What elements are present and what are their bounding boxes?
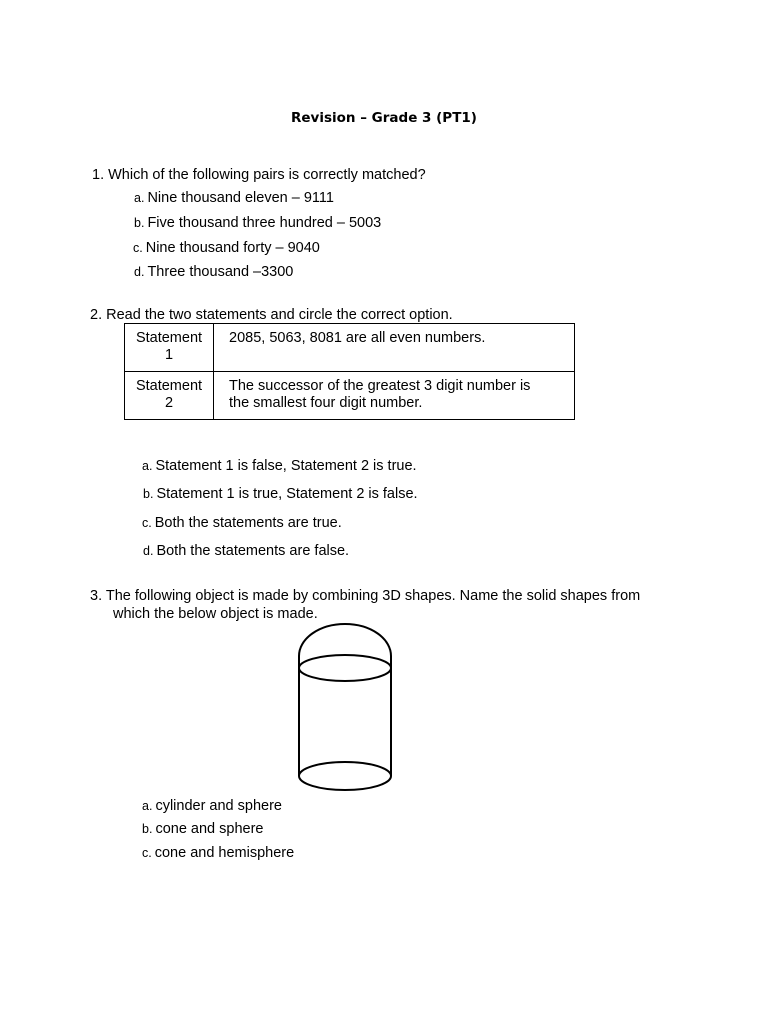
statement-text-line: 2085, 5063, 8081 are all even numbers.: [229, 330, 486, 346]
option-letter: d.: [134, 265, 145, 279]
option-text: Statement 1 is true, Statement 2 is false.: [156, 486, 418, 502]
option-letter: c.: [133, 241, 143, 255]
q2-option-a: [142, 457, 417, 475]
statement-text-line: the smallest four digit number.: [229, 395, 423, 411]
q3-option-b: [142, 820, 263, 838]
cylinder-bottom-ellipse: [299, 762, 391, 790]
statement-text: [214, 324, 575, 372]
option-letter: a.: [134, 191, 145, 205]
option-letter: b.: [143, 487, 154, 501]
q3-option-a: [142, 797, 282, 815]
option-text: Both the statements are true.: [154, 515, 342, 531]
statement-label-number: 1: [164, 347, 174, 363]
table-row: [125, 372, 575, 420]
option-letter: b.: [142, 822, 153, 836]
option-text: Nine thousand eleven – 9111: [147, 190, 334, 206]
q1-option-c: [133, 239, 320, 257]
statement-label-word: Statement: [135, 330, 203, 346]
option-letter: a.: [142, 459, 153, 473]
q1-option-d: [134, 263, 293, 281]
option-letter: b.: [134, 216, 145, 230]
question-2: 2. Read the two statements and circle the correct option.: [90, 307, 453, 323]
q3-option-c: [142, 844, 294, 862]
page-title: Revision – Grade 3 (PT1): [291, 110, 477, 126]
statements-table: [124, 323, 575, 420]
statement-text: [214, 372, 575, 420]
option-text: Five thousand three hundred – 5003: [147, 215, 382, 231]
table-row: [125, 324, 575, 372]
statement-label: [125, 372, 214, 420]
statement-label-word: Statement: [135, 378, 203, 394]
option-letter: a.: [142, 799, 153, 813]
question-3-line-2: which the below object is made.: [113, 606, 318, 622]
option-text: Nine thousand forty – 9040: [145, 240, 320, 256]
q1-option-b: [134, 214, 381, 232]
question-1: 1. Which of the following pairs is correctly matched?: [92, 167, 426, 183]
q2-option-d: [143, 542, 349, 560]
option-letter: c.: [142, 846, 152, 860]
statement-label-number: 2: [164, 395, 174, 411]
statement-text-line: The successor of the greatest 3 digit number is: [229, 378, 531, 394]
cylinder-top-ellipse: [299, 655, 391, 681]
statement-label: [125, 324, 214, 372]
option-text: cylinder and sphere: [155, 798, 282, 814]
cylinder-hemisphere-figure: [290, 622, 400, 794]
option-letter: d.: [143, 544, 154, 558]
option-text: cone and sphere: [155, 821, 264, 837]
option-text: Three thousand –3300: [147, 264, 294, 280]
q1-option-a: [134, 189, 334, 207]
option-text: Statement 1 is false, Statement 2 is true.: [155, 458, 417, 474]
q2-option-c: [142, 514, 342, 532]
question-3-line-1: 3. The following object is made by combining 3D shapes. Name the solid shapes from: [90, 588, 641, 604]
option-letter: c.: [142, 516, 152, 530]
option-text: cone and hemisphere: [154, 845, 295, 861]
option-text: Both the statements are false.: [156, 543, 350, 559]
q2-option-b: [143, 485, 418, 503]
hemisphere-dome: [299, 624, 391, 668]
